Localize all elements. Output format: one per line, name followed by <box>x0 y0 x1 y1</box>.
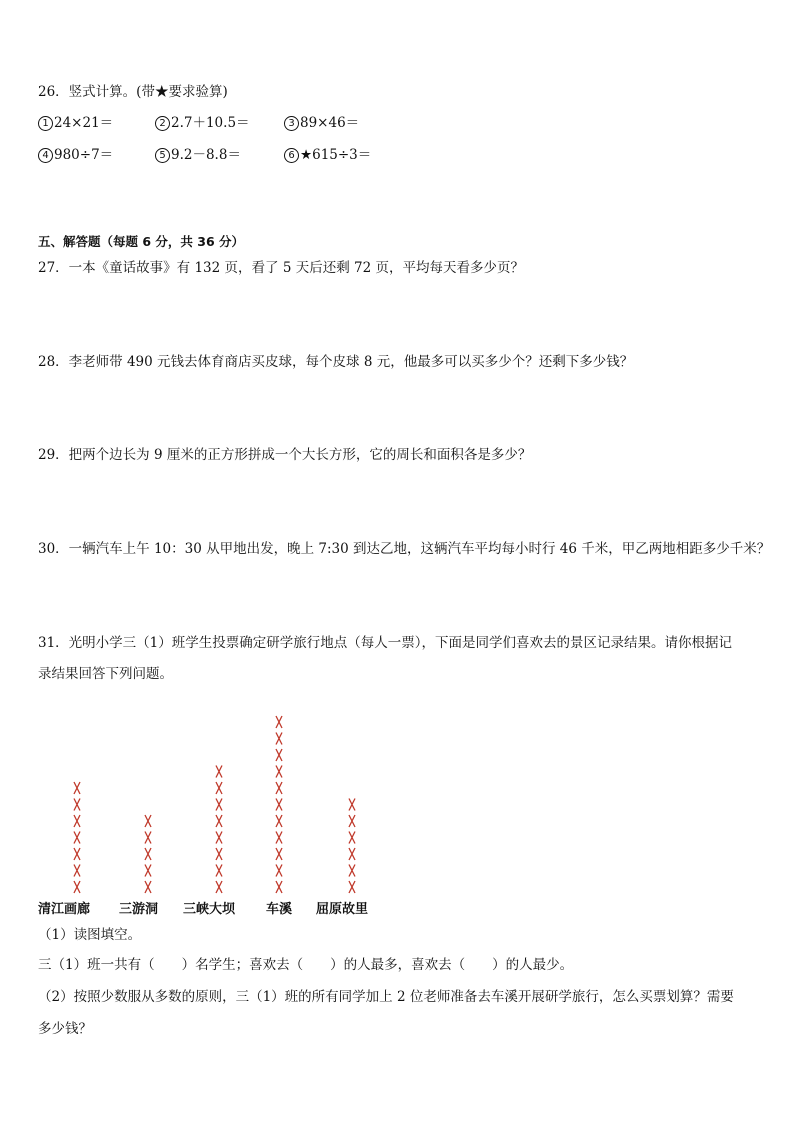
question-29: 29．把两个边长为 9 厘米的正方形拼成一个大长方形，它的周长和面积各是多少？ <box>38 447 532 463</box>
calc-item-1 <box>38 116 113 131</box>
tally-mark <box>276 749 282 761</box>
tally-mark <box>74 865 80 877</box>
tally-mark <box>216 766 222 778</box>
q26-title: 26．竖式计算。(带★要求验算) <box>38 84 228 100</box>
circled-number: 5 <box>155 148 170 163</box>
calc-expression: 89×46＝ <box>300 115 360 131</box>
calc-expression: 2.7＋10.5＝ <box>171 115 250 131</box>
calc-item-6 <box>284 148 371 163</box>
tally-mark <box>276 799 282 811</box>
q31-sub2-line2: 多少钱？ <box>38 1021 92 1037</box>
category-label: 清江画廊 <box>38 902 91 917</box>
tally-mark <box>74 832 80 844</box>
calc-item-2 <box>155 116 250 131</box>
calc-item-3 <box>284 116 359 131</box>
tally-mark <box>145 865 151 877</box>
q31-sub1-title: （1）读图填空。 <box>38 927 142 943</box>
tally-mark <box>74 782 80 794</box>
tally-mark <box>276 815 282 827</box>
tally-mark <box>276 733 282 745</box>
tally-mark <box>276 865 282 877</box>
tally-mark <box>276 848 282 860</box>
category-label: 三游洞 <box>119 902 159 917</box>
tally-mark <box>349 799 355 811</box>
tally-column <box>74 782 80 893</box>
tally-column <box>349 799 355 894</box>
tally-mark <box>74 848 80 860</box>
circled-number: 6 <box>284 148 299 163</box>
calc-expression: ★615÷3＝ <box>300 147 372 163</box>
circled-number: 4 <box>38 148 53 163</box>
tally-mark <box>74 815 80 827</box>
calc-expression: 24×21＝ <box>54 115 114 131</box>
question-31-line1: 31．光明小学三（1）班学生投票确定研学旅行地点（每人一票），下面是同学们喜欢去的景区记录结果。请你根据记 <box>38 635 733 651</box>
tally-mark <box>349 881 355 893</box>
question-28: 28．李老师带 490 元钱去体育商店买皮球，每个皮球 8 元，他最多可以买多少个？还剩下多少钱？ <box>38 354 634 370</box>
calc-expression: 980÷7＝ <box>54 147 114 163</box>
category-label: 车溪 <box>266 902 293 917</box>
tally-column <box>216 766 222 894</box>
tally-mark <box>276 782 282 794</box>
tally-mark <box>276 766 282 778</box>
tally-mark <box>216 782 222 794</box>
tally-chart <box>30 700 400 915</box>
tally-mark <box>145 815 151 827</box>
tally-mark <box>349 815 355 827</box>
tally-mark <box>145 832 151 844</box>
q31-sub1-text: 三（1）班一共有（ ）名学生；喜欢去（ ）的人最多，喜欢去（ ）的人最少。 <box>38 957 574 973</box>
tally-column <box>276 716 282 893</box>
tally-mark <box>216 848 222 860</box>
category-label: 屈原故里 <box>316 902 369 917</box>
tally-mark <box>349 832 355 844</box>
circled-number: 2 <box>155 116 170 131</box>
q31-sub2-line1: （2）按照少数服从多数的原则，三（1）班的所有同学加上 2 位老师准备去车溪开展研学旅行，怎么买票划算？需要 <box>38 989 734 1005</box>
calc-expression: 9.2－8.8＝ <box>171 147 241 163</box>
tally-mark <box>349 848 355 860</box>
tally-mark <box>216 815 222 827</box>
calc-item-4 <box>38 148 113 163</box>
tally-mark <box>276 716 282 728</box>
tally-mark <box>145 848 151 860</box>
circled-number: 3 <box>284 116 299 131</box>
tally-mark <box>349 865 355 877</box>
question-27: 27．一本《童话故事》有 132 页，看了 5 天后还剩 72 页，平均每天看多少页？ <box>38 260 524 276</box>
question-31-line2: 录结果回答下列问题。 <box>38 666 173 682</box>
tally-mark <box>216 832 222 844</box>
question-30: 30．一辆汽车上午 10：30 从甲地出发，晚上 7:30 到达乙地，这辆汽车平均每小时行 46 千米，甲乙两地相距多少千米？ <box>38 541 771 557</box>
calc-item-5 <box>155 148 241 163</box>
tally-mark <box>216 881 222 893</box>
tally-mark <box>216 799 222 811</box>
tally-mark <box>74 881 80 893</box>
tally-mark <box>145 881 151 893</box>
tally-mark <box>276 881 282 893</box>
circled-number: 1 <box>38 116 53 131</box>
tally-mark <box>216 865 222 877</box>
section-heading: 五、解答题（每题 6 分，共 36 分） <box>38 234 245 249</box>
tally-mark <box>74 799 80 811</box>
category-label: 三峡大坝 <box>183 902 236 917</box>
tally-column <box>145 815 151 893</box>
tally-mark <box>276 832 282 844</box>
